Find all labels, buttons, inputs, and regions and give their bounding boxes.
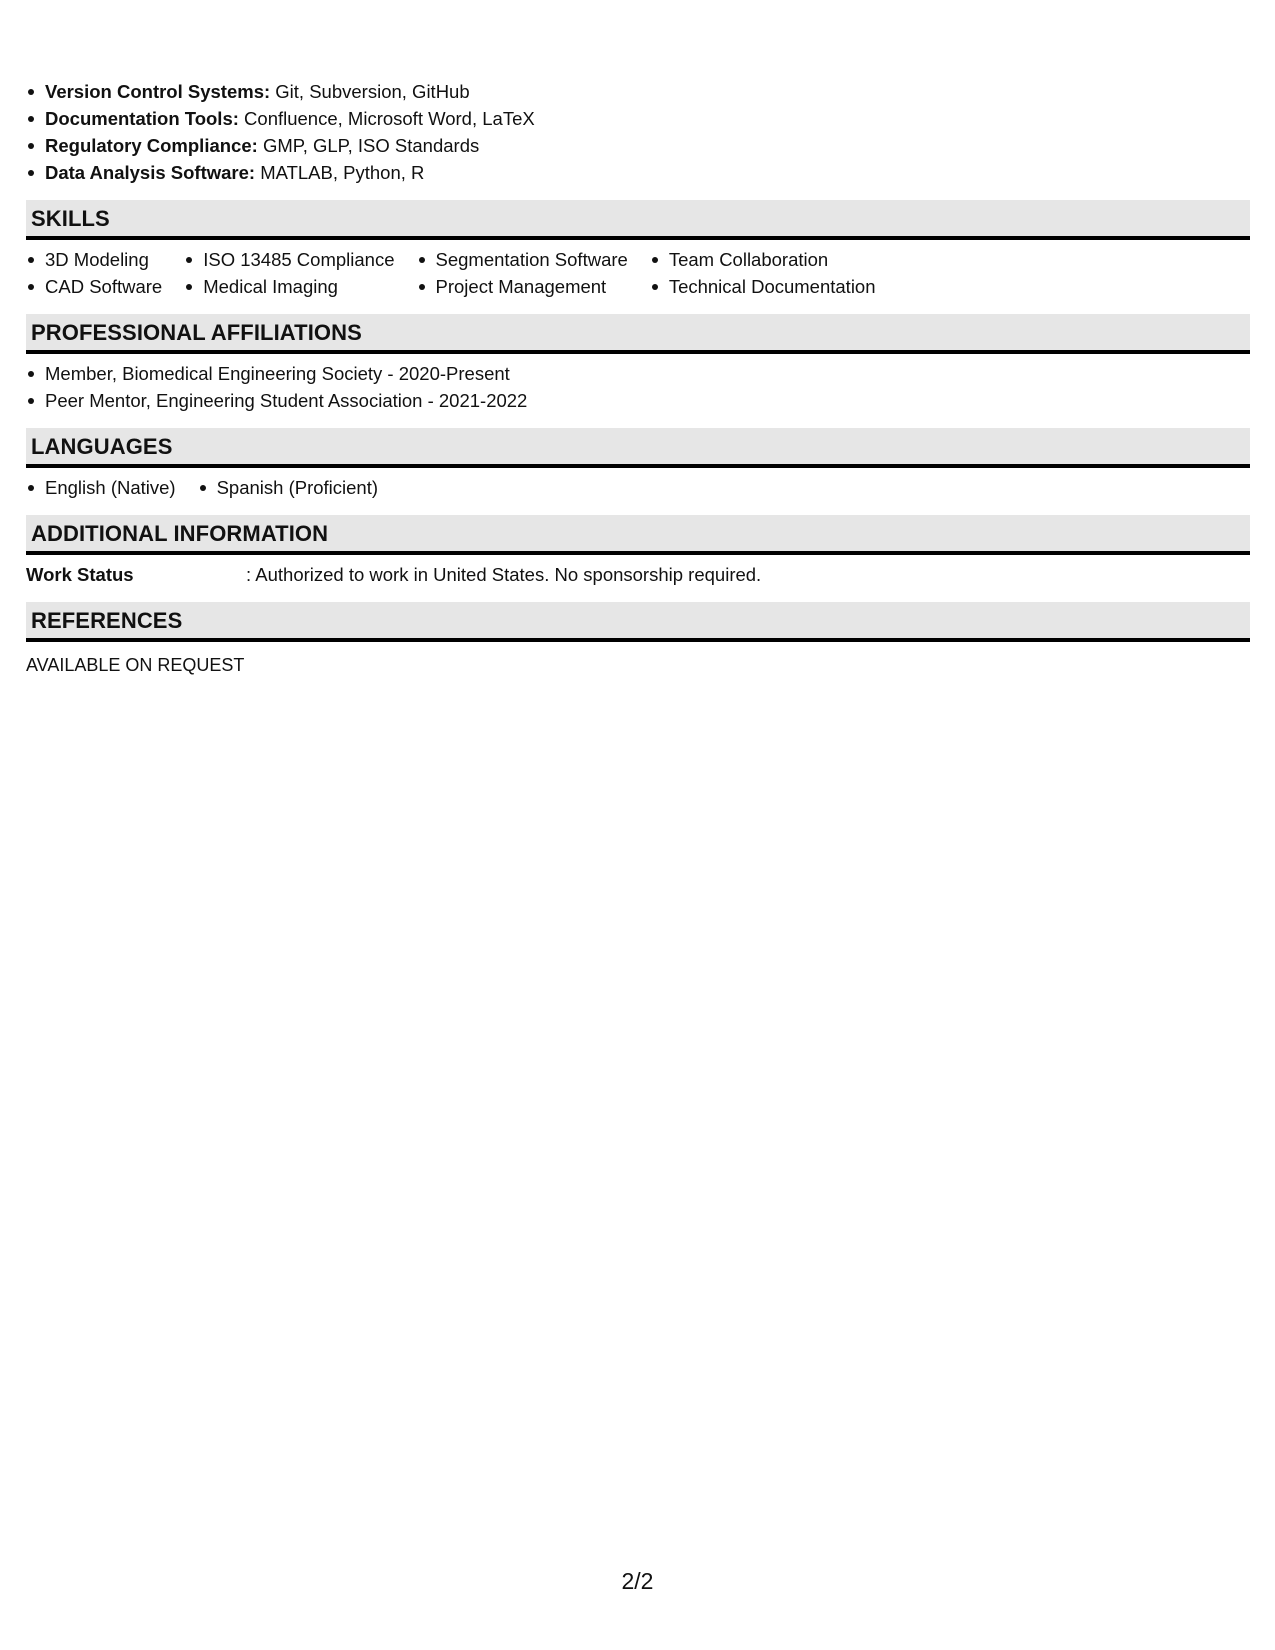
tools-item-label: Regulatory Compliance:: [45, 135, 258, 156]
tools-item-value: Git, Subversion, GitHub: [275, 81, 470, 102]
affiliations-section-header: PROFESSIONAL AFFILIATIONS: [26, 314, 1250, 354]
tools-item-label: Version Control Systems:: [45, 81, 271, 102]
skills-section-header: SKILLS: [26, 200, 1250, 240]
skill-item: ISO 13485 Compliance: [184, 246, 394, 273]
affiliations-list: [26, 360, 1250, 414]
skill-item: Medical Imaging: [184, 273, 394, 300]
tools-item-documentation: [26, 105, 1250, 132]
references-section-header: REFERENCES: [26, 602, 1250, 642]
affiliation-item: Peer Mentor, Engineering Student Association - 2021-2022: [26, 387, 1250, 414]
skill-item: Team Collaboration: [650, 246, 876, 273]
skills-column: [650, 246, 876, 300]
skills-column: [26, 246, 162, 300]
work-status-row: [26, 561, 1250, 588]
skill-item: CAD Software: [26, 273, 162, 300]
tools-item-value: Confluence, Microsoft Word, LaTeX: [244, 108, 535, 129]
work-status-label: Work Status: [26, 564, 134, 585]
resume-page: [26, 78, 1250, 680]
tools-item-data-analysis: [26, 159, 1250, 186]
skills-column: [417, 246, 628, 300]
skill-item: 3D Modeling: [26, 246, 162, 273]
languages-list: [26, 474, 1250, 501]
skill-item: Project Management: [417, 273, 628, 300]
skills-grid: [26, 246, 1250, 300]
references-text: AVAILABLE ON REQUEST: [26, 655, 245, 675]
language-item: Spanish (Proficient): [198, 474, 378, 501]
tools-list: [26, 78, 1250, 186]
page-number: 2/2: [621, 1568, 654, 1594]
skill-item: Technical Documentation: [650, 273, 876, 300]
tools-item-version-control: [26, 78, 1250, 105]
affiliation-item: Member, Biomedical Engineering Society - 2020-Present: [26, 360, 1250, 387]
tools-item-regulatory: [26, 132, 1250, 159]
language-item: English (Native): [26, 474, 176, 501]
tools-item-value: GMP, GLP, ISO Standards: [262, 135, 480, 156]
tools-item-label: Documentation Tools:: [45, 108, 239, 129]
skill-item: Segmentation Software: [417, 246, 628, 273]
additional-info-section-header: ADDITIONAL INFORMATION: [26, 515, 1250, 555]
skills-column: [184, 246, 394, 300]
work-status-value: : Authorized to work in United States. No sponsorship required.: [246, 564, 762, 585]
tools-item-value: MATLAB, Python, R: [260, 162, 425, 183]
languages-section-header: LANGUAGES: [26, 428, 1250, 468]
tools-item-label: Data Analysis Software:: [45, 162, 256, 183]
